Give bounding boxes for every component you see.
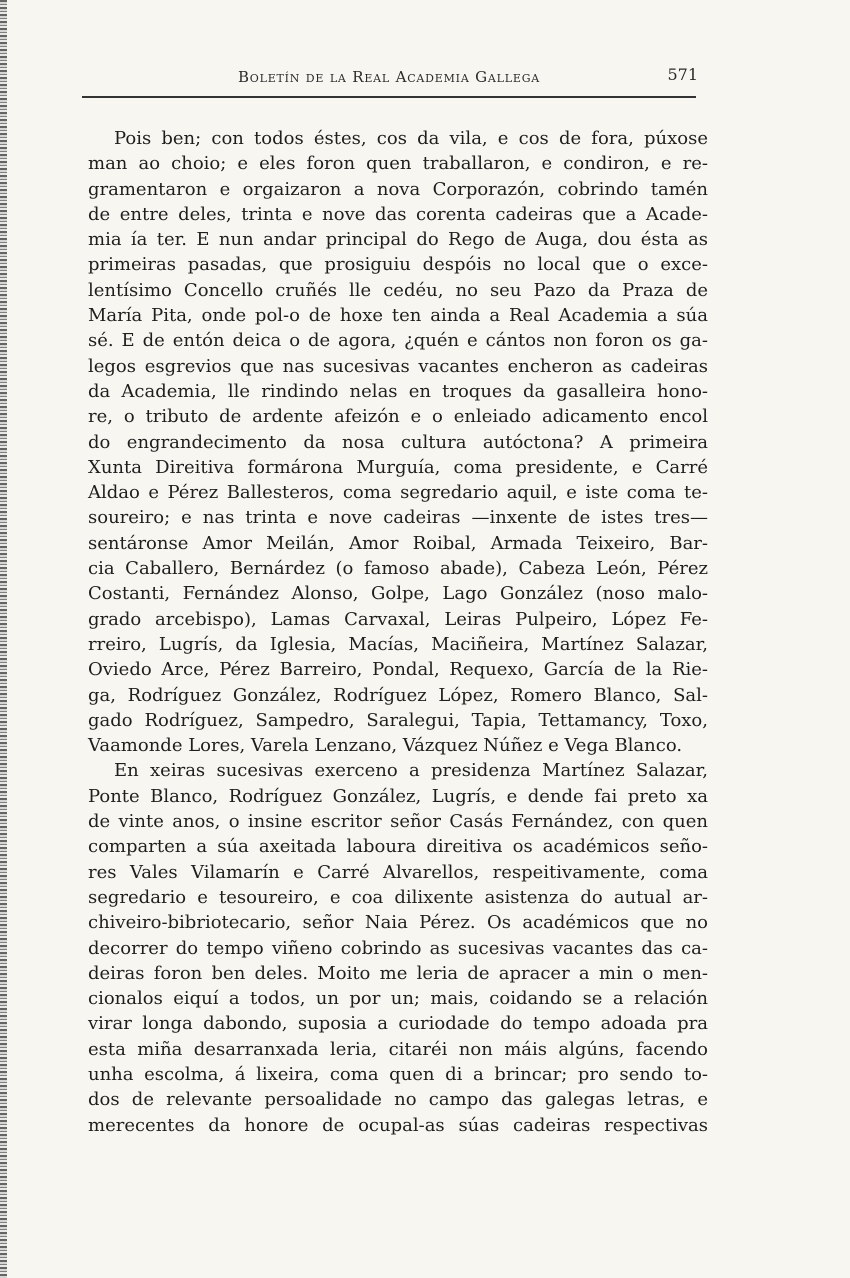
text-line: re, o tributo de ardente afeizón e o enleiado adicamento encol [88, 406, 708, 428]
text-line: sé. E de entón deica o de agora, ¿quén e cántos non foron os ga- [88, 330, 708, 352]
text-line: gramentaron e orgaizaron a nova Corporazón, cobrindo tamén [88, 178, 708, 200]
text-line: Oviedo Arce, Pérez Barreiro, Pondal, Requexo, García de la Rie- [88, 659, 708, 681]
text-line: do engrandecimento da nosa cultura autóctona? A primeira [88, 431, 708, 453]
paragraph-2 [88, 758, 708, 1137]
text-line: María Pita, onde pol-o de hoxe ten ainda a Real Academia a súa [88, 305, 708, 327]
body-text [88, 126, 708, 1138]
text-line: Vaamonde Lores, Varela Lenzano, Vázquez Núñez e Vega Blanco. [88, 735, 683, 757]
text-line: man ao choio; e eles foron quen traballaron, e condiron, e re- [88, 153, 708, 175]
text-line: mia ía ter. E nun andar principal do Rego de Auga, dou ésta as [88, 229, 708, 251]
running-head [80, 62, 698, 92]
text-line: segredario e tesoureiro, e coa dilixente asistenza do autual ar- [88, 886, 708, 908]
paragraph-1 [88, 126, 708, 758]
text-line: chiveiro-bibriotecario, señor Naia Pérez. Os académicos que no [88, 912, 708, 934]
text-line: esta miña desarranxada leria, citaréi non máis algúns, facendo [88, 1038, 708, 1060]
text-line: lentísimo Concello cruñés lle cedéu, no seu Pazo da Praza de [88, 279, 708, 301]
text-line: En xeiras sucesivas exerceno a presidenza Martínez Salazar, [114, 760, 708, 782]
page-binding-edge [0, 0, 7, 1278]
text-line: soureiro; e nas trinta e nove cadeiras —inxente de istes tres— [88, 507, 708, 529]
text-line: unha escolma, á lixeira, coma quen di a brincar; pro sendo to- [88, 1063, 708, 1085]
text-line: Pois ben; con todos éstes, cos da vila, e cos de fora, púxose [114, 128, 708, 149]
page-number: 571 [667, 65, 698, 84]
text-line: grado arcebispo), Lamas Carvaxal, Leiras Pulpeiro, López Fe- [88, 608, 708, 630]
text-line: decorrer do tempo viñeno cobrindo as sucesivas vacantes das ca- [88, 937, 708, 959]
text-line: virar longa dabondo, suposia a curiodade do tempo adoada pra [88, 1013, 708, 1035]
text-line: gado Rodríguez, Sampedro, Saralegui, Tapia, Tettamancy, Toxo, [88, 709, 708, 731]
text-line: da Academia, lle rindindo nelas en troques da gasalleira hono- [88, 380, 708, 402]
text-line: merecentes da honore de ocupal-as súas cadeiras respectivas [88, 1114, 708, 1136]
text-line: primeiras pasadas, que prosiguiu despóis no local que o exce- [88, 254, 708, 276]
text-line: deiras foron ben deles. Moito me leria de apracer a min o men- [88, 962, 708, 984]
text-line: comparten a súa axeitada laboura direitiva os académicos seño- [88, 836, 708, 858]
text-line: de vinte anos, o insine escritor señor Casás Fernández, con quen [88, 811, 708, 833]
text-line: res Vales Vilamarín e Carré Alvarellos, respeitivamente, coma [88, 861, 708, 883]
text-line: cia Caballero, Bernárdez (o famoso abade), Cabeza León, Pérez [88, 558, 708, 580]
text-line: legos esgrevios que nas sucesivas vacantes encheron as cadeiras [88, 355, 708, 377]
text-line: Aldao e Pérez Ballesteros, coma segredario aquil, e iste coma te- [88, 482, 708, 504]
text-line: Ponte Blanco, Rodríguez González, Lugrís, e dende fai preto xa [88, 785, 708, 807]
text-line: ga, Rodríguez González, Rodríguez López, Romero Blanco, Sal- [88, 684, 708, 706]
header-rule [82, 96, 696, 98]
text-line: rreiro, Lugrís, da Iglesia, Macías, Maciñeira, Martínez Salazar, [88, 633, 708, 655]
text-line: dos de relevante persoalidade no campo das galegas letras, e [88, 1089, 708, 1111]
text-line: de entre deles, trinta e nove das corenta cadeiras que a Acade- [88, 203, 708, 225]
text-line: cionalos eiquí a todos, un por un; mais, coidando se a relación [88, 988, 708, 1010]
text-line: Costanti, Fernández Alonso, Golpe, Lago González (noso malo- [88, 583, 708, 605]
text-line: sentáronse Amor Meilán, Amor Roibal, Armada Teixeiro, Bar- [88, 532, 708, 554]
running-title: Boletín de la Real Academia Gallega [237, 68, 541, 86]
text-line: Xunta Direitiva formárona Murguía, coma presidente, e Carré [88, 456, 708, 478]
